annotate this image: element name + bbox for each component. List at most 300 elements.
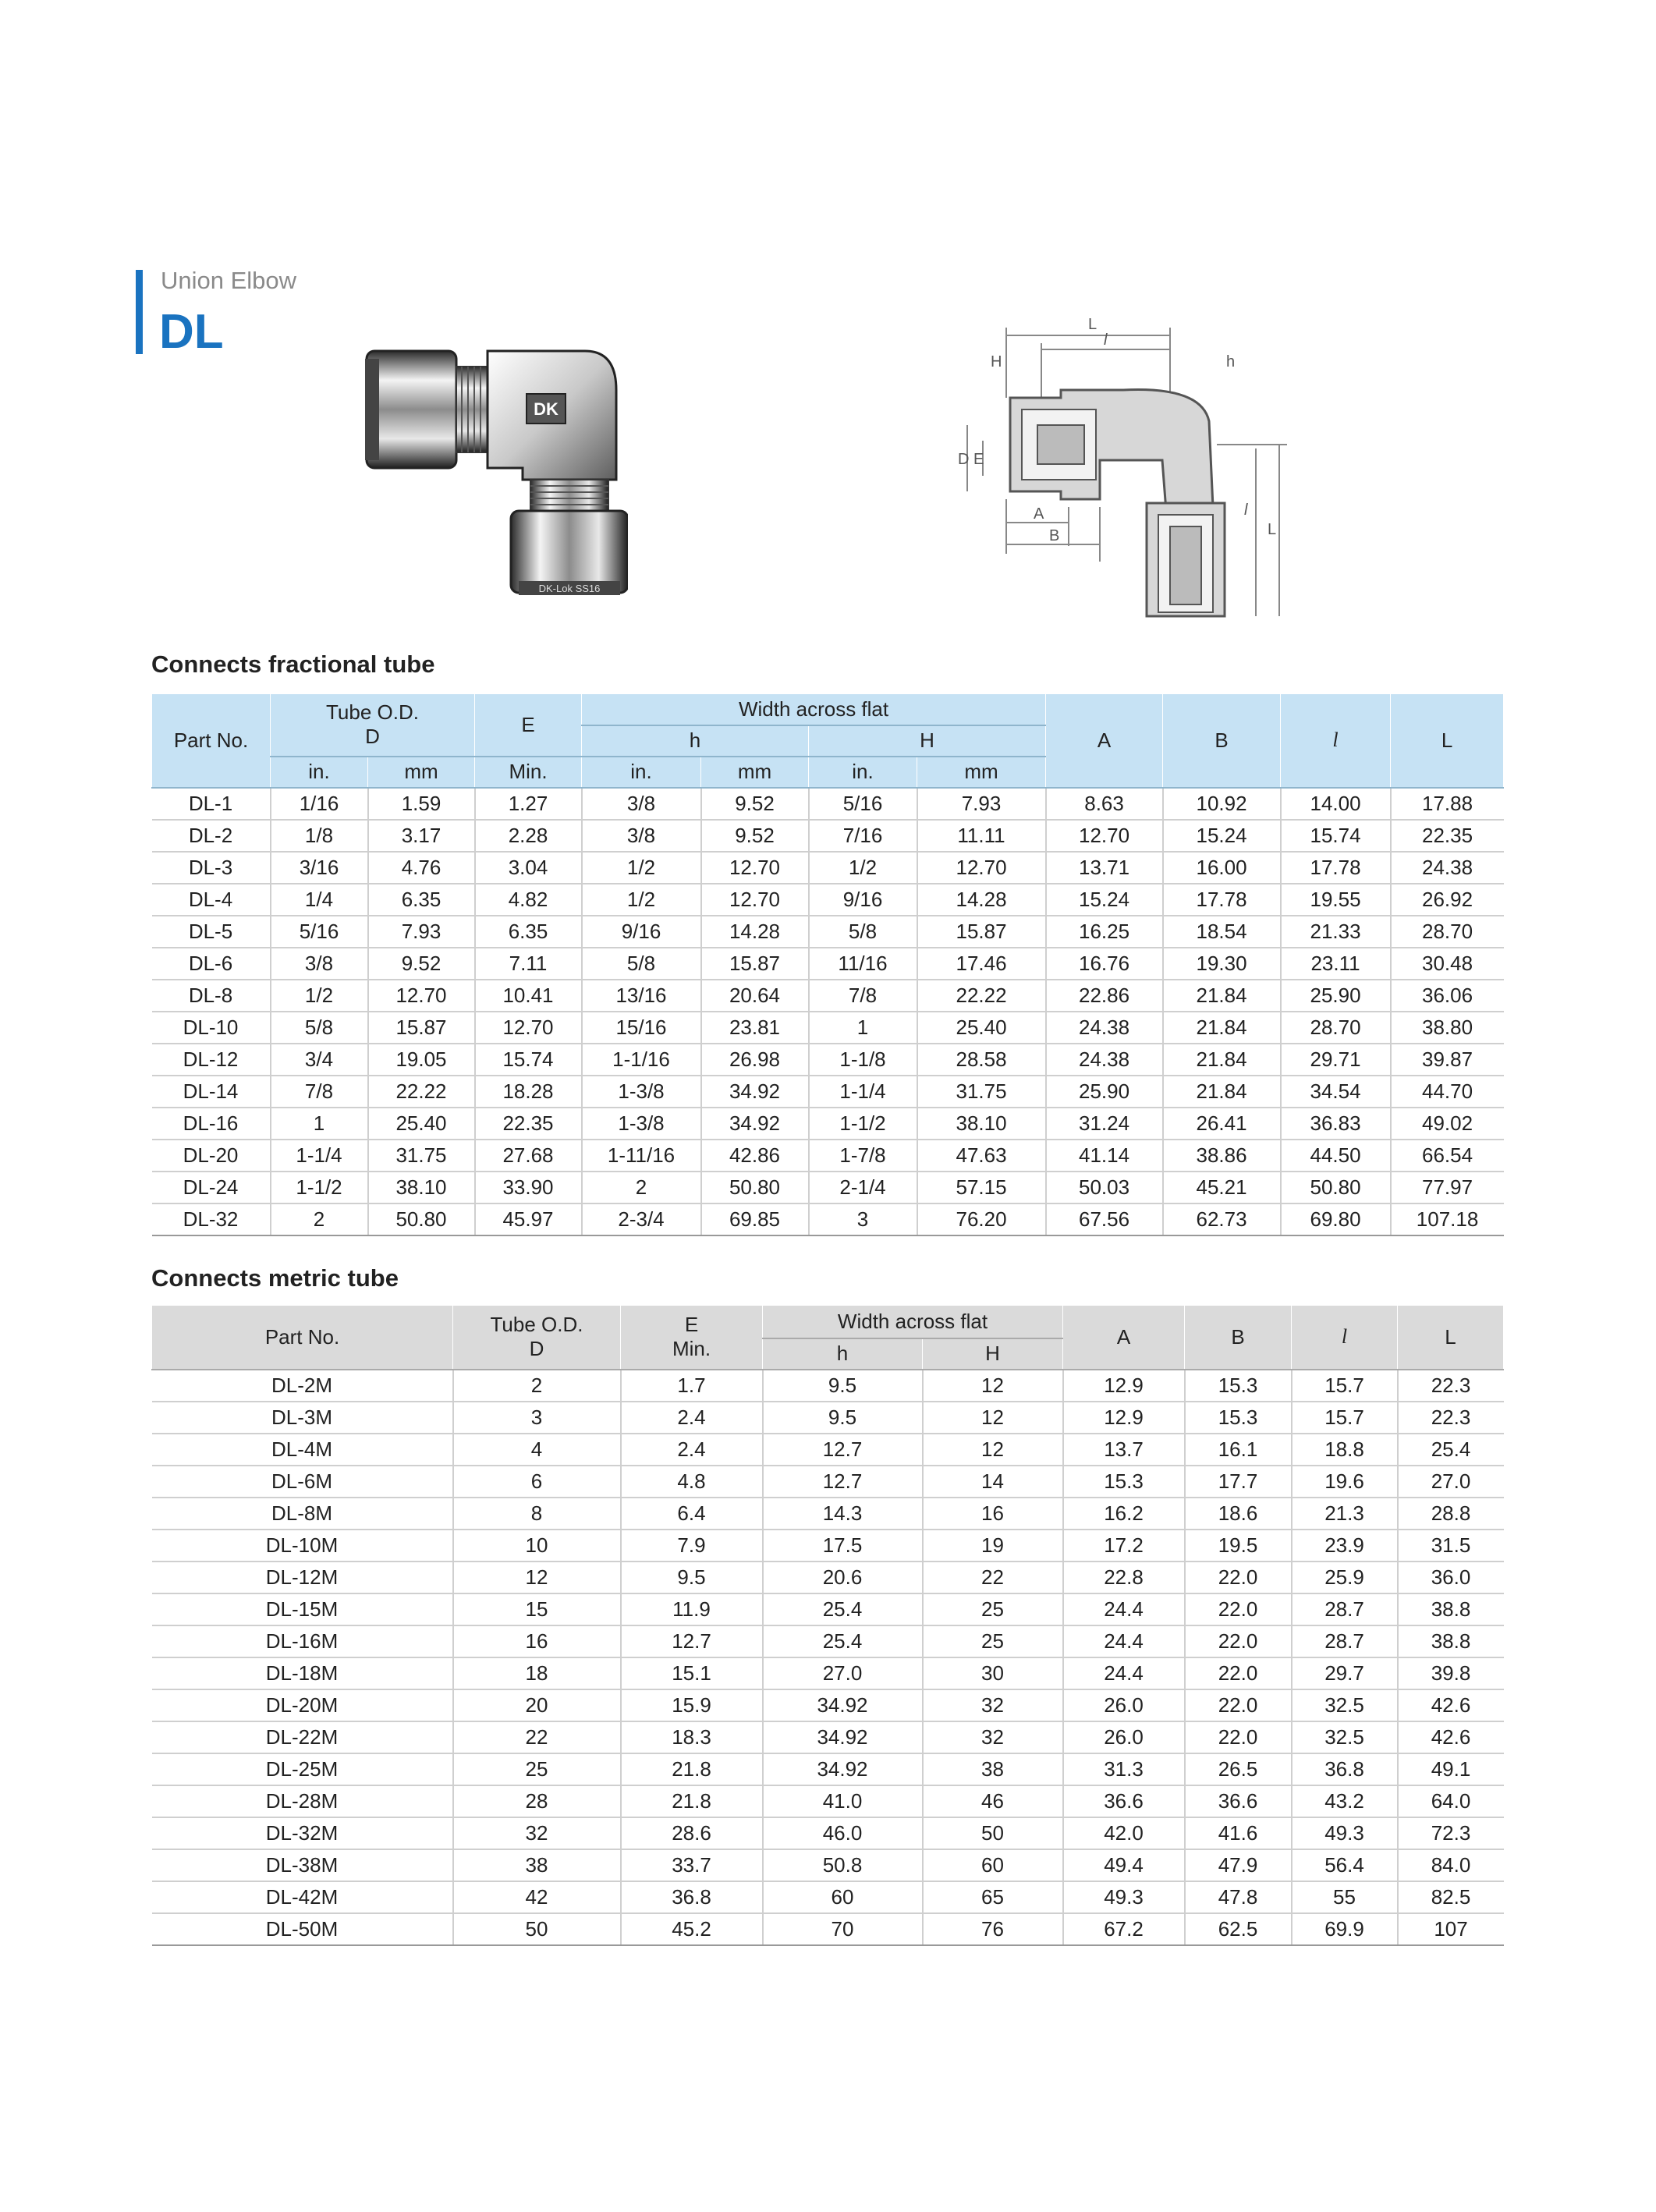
table-cell: 19.6 [1292,1466,1398,1498]
table-cell: 39.87 [1391,1044,1504,1076]
dim-label-B: B [1049,527,1060,544]
table-cell: 27.68 [475,1140,582,1172]
table-cell: 1/2 [809,852,917,884]
table-cell: 38.8 [1398,1593,1504,1625]
table-cell: 14.28 [917,884,1046,916]
table-cell: 38.8 [1398,1625,1504,1657]
table-cell: 34.92 [763,1689,923,1721]
table-cell: 39.8 [1398,1657,1504,1689]
part-number-cell: DL-20M [152,1689,453,1721]
table-cell: 32 [923,1721,1063,1753]
table-cell: 28.6 [621,1817,763,1849]
part-number-cell: DL-16 [152,1108,271,1140]
table-cell: 14.28 [701,916,809,948]
table-cell: 16 [453,1625,621,1657]
table-cell: 64.0 [1398,1785,1504,1817]
table-row [152,1817,1504,1849]
header-h-big-mm: mm [917,757,1046,788]
table-cell: 27.0 [763,1657,923,1689]
table-cell: 15.7 [1292,1370,1398,1402]
table-row [152,1402,1504,1434]
table-cell: 10.41 [475,980,582,1012]
part-number-cell: DL-15M [152,1593,453,1625]
table-cell: 36.06 [1391,980,1504,1012]
dimension-drawing [944,312,1295,624]
table-cell: 12.70 [1046,820,1163,852]
table-cell: 7/8 [809,980,917,1012]
table-cell: 25.4 [1398,1434,1504,1466]
table-cell: 38.80 [1391,1012,1504,1044]
header-b: B [1163,694,1281,788]
product-code: DL [159,305,224,359]
table-row [152,1689,1504,1721]
table-cell: 6 [453,1466,621,1498]
table-cell: 3/8 [271,948,368,980]
table-cell: 50.80 [368,1203,475,1235]
table-cell: 76 [923,1913,1063,1945]
part-number-cell: DL-38M [152,1849,453,1881]
table-cell: 62.73 [1163,1203,1281,1235]
table-cell: 15/16 [582,1012,701,1044]
table-cell: 1/2 [271,980,368,1012]
metric-table-body [152,1370,1504,1945]
part-number-cell: DL-22M [152,1721,453,1753]
table-row [152,948,1504,980]
header-part-no: Part No. [152,1306,453,1370]
table-cell: 1-3/8 [582,1076,701,1108]
table-cell: 18.8 [1292,1434,1398,1466]
table-cell: 21.84 [1163,1076,1281,1108]
table-cell: 12 [453,1562,621,1593]
table-cell: 19.05 [368,1044,475,1076]
dim-label-A: A [1034,505,1044,523]
table-cell: 9.5 [763,1402,923,1434]
table-cell: 26.0 [1063,1689,1185,1721]
table-cell: 15.87 [917,916,1046,948]
table-cell: 69.85 [701,1203,809,1235]
table-cell: 31.5 [1398,1530,1504,1562]
header-tube-od-mm: mm [368,757,475,788]
table-cell: 18.54 [1163,916,1281,948]
table-cell: 34.92 [701,1076,809,1108]
table-row [152,1370,1504,1402]
table-cell: 45.97 [475,1203,582,1235]
table-cell: 3/8 [582,788,701,820]
part-number-cell: DL-10M [152,1530,453,1562]
fractional-section-title: Connects fractional tube [151,650,435,678]
part-number-cell: DL-14 [152,1076,271,1108]
table-cell: 12 [923,1402,1063,1434]
table-cell: 14.00 [1281,788,1391,820]
table-cell: 32.5 [1292,1689,1398,1721]
dim-label-L-side: L [1268,521,1277,538]
table-cell: 3.04 [475,852,582,884]
table-cell: 22 [453,1721,621,1753]
table-cell: 16.1 [1185,1434,1292,1466]
table-cell: 42.6 [1398,1721,1504,1753]
header-a: A [1046,694,1163,788]
table-cell: 67.56 [1046,1203,1163,1235]
table-cell: 26.41 [1163,1108,1281,1140]
part-number-cell: DL-1 [152,788,271,820]
table-cell: 66.54 [1391,1140,1504,1172]
part-number-cell: DL-5 [152,916,271,948]
table-cell: 107 [1398,1913,1504,1945]
table-cell: 26.5 [1185,1753,1292,1785]
table-cell: 12.70 [475,1012,582,1044]
table-cell: 25.40 [917,1012,1046,1044]
table-row [152,1530,1504,1562]
table-cell: 5/8 [271,1012,368,1044]
table-cell: 2-3/4 [582,1203,701,1235]
table-cell: 46 [923,1785,1063,1817]
table-row [152,1753,1504,1785]
table-cell: 38.10 [368,1172,475,1203]
table-cell: 5/16 [809,788,917,820]
table-cell: 28.58 [917,1044,1046,1076]
header-h-big: H [809,725,1046,757]
header-tube-od: Tube O.D. D [271,694,475,757]
table-cell: 2 [582,1172,701,1203]
table-cell: 38.10 [917,1108,1046,1140]
header-width-across-flat: Width across flat [582,694,1046,725]
table-row [152,1562,1504,1593]
table-cell: 12 [923,1434,1063,1466]
table-cell: 11.11 [917,820,1046,852]
table-row [152,1721,1504,1753]
table-cell: 22.0 [1185,1625,1292,1657]
table-cell: 19.55 [1281,884,1391,916]
table-cell: 2-1/4 [809,1172,917,1203]
table-cell: 1 [809,1012,917,1044]
table-cell: 15.7 [1292,1402,1398,1434]
table-cell: 1-1/4 [809,1076,917,1108]
table-cell: 16.76 [1046,948,1163,980]
part-number-cell: DL-10 [152,1012,271,1044]
table-cell: 23.81 [701,1012,809,1044]
part-number-cell: DL-50M [152,1913,453,1945]
part-number-cell: DL-28M [152,1785,453,1817]
union-elbow-photo [359,343,628,601]
part-number-cell: DL-4M [152,1434,453,1466]
table-cell: 32 [453,1817,621,1849]
table-cell: 22.22 [368,1076,475,1108]
table-cell: 25 [923,1593,1063,1625]
table-cell: 44.70 [1391,1076,1504,1108]
table-cell: 15 [453,1593,621,1625]
table-cell: 10.92 [1163,788,1281,820]
table-cell: 9/16 [809,884,917,916]
table-cell: 36.83 [1281,1108,1391,1140]
table-cell: 7/8 [271,1076,368,1108]
part-number-cell: DL-3M [152,1402,453,1434]
table-cell: 13.7 [1063,1434,1185,1466]
table-cell: 21.8 [621,1785,763,1817]
table-cell: 26.98 [701,1044,809,1076]
table-row [152,1044,1504,1076]
metric-section-title: Connects metric tube [151,1264,399,1292]
table-cell: 25 [923,1625,1063,1657]
table-cell: 47.63 [917,1140,1046,1172]
header-h-big-in: in. [809,757,917,788]
table-cell: 36.8 [621,1881,763,1913]
table-cell: 22.86 [1046,980,1163,1012]
table-cell: 36.0 [1398,1562,1504,1593]
table-cell: 65 [923,1881,1063,1913]
table-cell: 12.70 [917,852,1046,884]
table-cell: 1-1/2 [271,1172,368,1203]
table-cell: 16.25 [1046,916,1163,948]
header-l-big: L [1391,694,1504,788]
table-cell: 19 [923,1530,1063,1562]
table-cell: 32.5 [1292,1721,1398,1753]
table-cell: 22 [923,1562,1063,1593]
table-cell: 9.52 [701,820,809,852]
table-cell: 5/16 [271,916,368,948]
table-cell: 31.24 [1046,1108,1163,1140]
part-number-cell: DL-32 [152,1203,271,1235]
part-number-cell: DL-6 [152,948,271,980]
table-cell: 20.64 [701,980,809,1012]
table-cell: 15.9 [621,1689,763,1721]
table-cell: 1/2 [582,852,701,884]
header-h-small: h [763,1338,923,1370]
table-cell: 21.84 [1163,980,1281,1012]
accent-bar [136,270,143,354]
table-cell: 12.70 [701,852,809,884]
table-cell: 25.4 [763,1593,923,1625]
table-cell: 21.33 [1281,916,1391,948]
table-cell: 41.6 [1185,1817,1292,1849]
part-number-cell: DL-18M [152,1657,453,1689]
part-number-cell: DL-3 [152,852,271,884]
table-cell: 56.4 [1292,1849,1398,1881]
table-cell: 21.84 [1163,1012,1281,1044]
table-cell: 15.74 [475,1044,582,1076]
table-row [152,1849,1504,1881]
table-cell: 50.80 [701,1172,809,1203]
table-cell: 24.4 [1063,1625,1185,1657]
table-row [152,884,1504,916]
photo-stamp: DK-Lok SS16 [538,583,601,594]
table-cell: 22.0 [1185,1689,1292,1721]
table-cell: 12.9 [1063,1370,1185,1402]
table-cell: 17.2 [1063,1530,1185,1562]
table-cell: 84.0 [1398,1849,1504,1881]
header-e: E [475,694,582,757]
table-cell: 15.3 [1063,1466,1185,1498]
header-tube-od-in: in. [271,757,368,788]
table-cell: 1-3/8 [582,1108,701,1140]
table-cell: 57.15 [917,1172,1046,1203]
header-l-small: l [1281,694,1391,788]
table-cell: 62.5 [1185,1913,1292,1945]
table-cell: 28.7 [1292,1593,1398,1625]
header-l-big: L [1398,1306,1504,1370]
part-number-cell: DL-16M [152,1625,453,1657]
table-cell: 11.9 [621,1593,763,1625]
header-a: A [1063,1306,1185,1370]
part-number-cell: DL-2M [152,1370,453,1402]
table-cell: 19.30 [1163,948,1281,980]
table-cell: 22.3 [1398,1370,1504,1402]
table-cell: 28.8 [1398,1498,1504,1530]
table-cell: 22.35 [475,1108,582,1140]
table-row [152,852,1504,884]
header-width-across-flat: Width across flat [763,1306,1063,1338]
table-cell: 1-1/2 [809,1108,917,1140]
table-cell: 1 [271,1108,368,1140]
table-cell: 14 [923,1466,1063,1498]
table-cell: 12.70 [368,980,475,1012]
table-cell: 6.4 [621,1498,763,1530]
part-number-cell: DL-20 [152,1140,271,1172]
table-cell: 15.24 [1046,884,1163,916]
part-number-cell: DL-4 [152,884,271,916]
table-cell: 1.27 [475,788,582,820]
table-cell: 33.7 [621,1849,763,1881]
table-cell: 31.3 [1063,1753,1185,1785]
table-cell: 9.5 [621,1562,763,1593]
table-cell: 1-7/8 [809,1140,917,1172]
dim-label-l-side: l [1244,502,1248,519]
table-cell: 12 [923,1370,1063,1402]
part-number-cell: DL-32M [152,1817,453,1849]
table-cell: 49.02 [1391,1108,1504,1140]
table-cell: 69.80 [1281,1203,1391,1235]
table-row [152,980,1504,1012]
table-row [152,916,1504,948]
table-cell: 3 [453,1402,621,1434]
table-cell: 12.7 [763,1466,923,1498]
table-cell: 42.0 [1063,1817,1185,1849]
dim-label-l-top: l [1104,331,1108,349]
table-cell: 22.0 [1185,1721,1292,1753]
table-cell: 16.2 [1063,1498,1185,1530]
table-cell: 15.1 [621,1657,763,1689]
table-cell: 15.87 [368,1012,475,1044]
table-cell: 25.40 [368,1108,475,1140]
table-cell: 2.4 [621,1434,763,1466]
header-h-big: H [923,1338,1063,1370]
table-cell: 1-1/4 [271,1140,368,1172]
table-cell: 14.3 [763,1498,923,1530]
table-cell: 28.7 [1292,1625,1398,1657]
table-cell: 28.70 [1281,1012,1391,1044]
table-cell: 12.70 [701,884,809,916]
table-cell: 21.3 [1292,1498,1398,1530]
table-cell: 13.71 [1046,852,1163,884]
table-cell: 42.6 [1398,1689,1504,1721]
table-cell: 3.17 [368,820,475,852]
table-row [152,1012,1504,1044]
table-cell: 7.11 [475,948,582,980]
table-cell: 107.18 [1391,1203,1504,1235]
table-cell: 16 [923,1498,1063,1530]
fractional-tube-table [151,693,1504,1236]
table-cell: 50.8 [763,1849,923,1881]
table-cell: 6.35 [475,916,582,948]
dim-label-L: L [1088,316,1097,333]
table-cell: 32 [923,1689,1063,1721]
table-cell: 60 [763,1881,923,1913]
table-cell: 36.6 [1185,1785,1292,1817]
table-cell: 9/16 [582,916,701,948]
table-cell: 26.0 [1063,1721,1185,1753]
table-cell: 36.6 [1063,1785,1185,1817]
table-cell: 29.71 [1281,1044,1391,1076]
table-cell: 70 [763,1913,923,1945]
table-cell: 22.0 [1185,1657,1292,1689]
table-row [152,1203,1504,1235]
table-cell: 24.38 [1046,1012,1163,1044]
table-cell: 47.9 [1185,1849,1292,1881]
table-cell: 7.9 [621,1530,763,1562]
header-h-small: h [582,725,809,757]
table-cell: 50.03 [1046,1172,1163,1203]
header-h-small-in: in. [582,757,701,788]
table-cell: 24.4 [1063,1593,1185,1625]
table-cell: 77.97 [1391,1172,1504,1203]
part-number-cell: DL-2 [152,820,271,852]
table-row [152,1108,1504,1140]
table-cell: 17.78 [1163,884,1281,916]
part-number-cell: DL-24 [152,1172,271,1203]
table-cell: 72.3 [1398,1817,1504,1849]
table-cell: 46.0 [763,1817,923,1849]
table-cell: 31.75 [917,1076,1046,1108]
table-cell: 1-1/8 [809,1044,917,1076]
table-cell: 8 [453,1498,621,1530]
table-cell: 16.00 [1163,852,1281,884]
header-b: B [1185,1306,1292,1370]
product-category: Union Elbow [161,267,297,294]
table-row [152,1785,1504,1817]
table-cell: 69.9 [1292,1913,1398,1945]
table-cell: 24.38 [1046,1044,1163,1076]
table-cell: 1/8 [271,820,368,852]
table-cell: 15.24 [1163,820,1281,852]
table-cell: 33.90 [475,1172,582,1203]
table-cell: 22.0 [1185,1593,1292,1625]
table-cell: 17.46 [917,948,1046,980]
table-cell: 18.3 [621,1721,763,1753]
table-cell: 4.8 [621,1466,763,1498]
table-cell: 19.5 [1185,1530,1292,1562]
table-cell: 15.3 [1185,1402,1292,1434]
table-cell: 49.4 [1063,1849,1185,1881]
table-cell: 55 [1292,1881,1398,1913]
table-cell: 22.35 [1391,820,1504,852]
table-cell: 38 [453,1849,621,1881]
table-cell: 49.3 [1292,1817,1398,1849]
part-number-cell: DL-25M [152,1753,453,1785]
part-number-cell: DL-8 [152,980,271,1012]
table-cell: 44.50 [1281,1140,1391,1172]
header-part-no: Part No. [152,694,271,788]
table-cell: 1.59 [368,788,475,820]
table-cell: 30 [923,1657,1063,1689]
table-cell: 4.82 [475,884,582,916]
table-cell: 41.14 [1046,1140,1163,1172]
header-tube-od: Tube O.D. D [453,1306,621,1370]
table-row [152,820,1504,852]
table-cell: 2.4 [621,1402,763,1434]
table-cell: 5/8 [582,948,701,980]
table-row [152,1913,1504,1945]
table-cell: 9.52 [368,948,475,980]
part-number-cell: DL-42M [152,1881,453,1913]
